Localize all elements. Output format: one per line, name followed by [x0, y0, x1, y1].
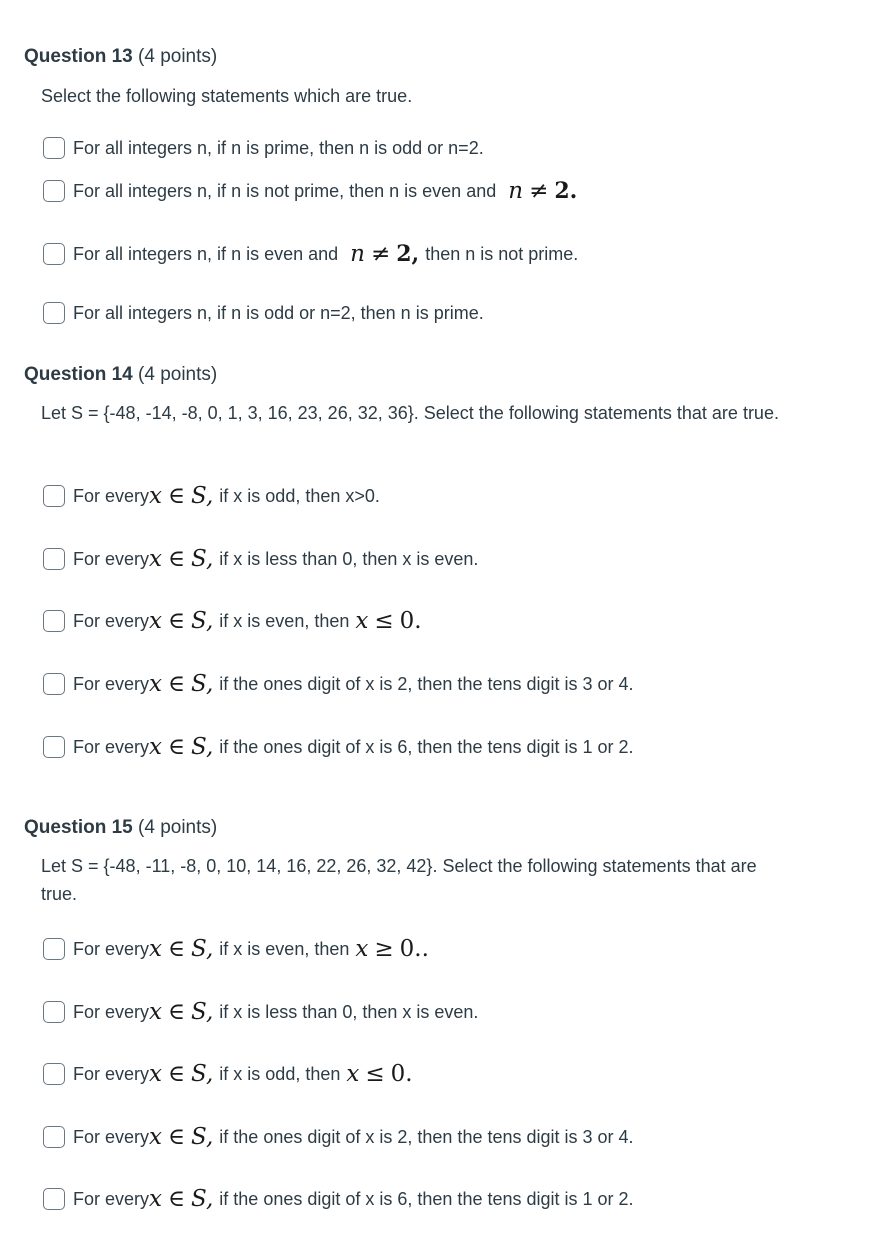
checkbox[interactable]	[43, 736, 65, 758]
option-text-post: if the ones digit of x is 2, then the tens digit is 3 or 4.	[219, 673, 634, 694]
math-set: S,	[191, 999, 214, 1025]
math-relation: ∈	[168, 483, 186, 509]
q13-option-4[interactable]	[43, 300, 484, 326]
option-text-post: then n is not prime.	[425, 243, 579, 264]
math-variable: x	[149, 1124, 163, 1150]
math-relation: ∈	[168, 734, 186, 760]
math-relation: ∈	[168, 1061, 186, 1087]
math-variable: n	[508, 178, 524, 204]
q15-option-4[interactable]	[43, 1124, 634, 1150]
math-set: S,	[191, 546, 214, 572]
option-text: For every	[73, 938, 150, 959]
checkbox[interactable]	[43, 302, 65, 324]
checkbox[interactable]	[43, 137, 65, 159]
question-13-prompt: Select the following statements which are true.	[41, 86, 413, 106]
math-variable: x	[149, 483, 163, 509]
checkbox[interactable]	[43, 180, 65, 202]
math-relation: ≥	[374, 936, 394, 962]
option-text: For every	[73, 1188, 150, 1209]
math-relation: ≠	[529, 178, 549, 204]
question-15-header	[24, 817, 217, 839]
math-relation: ∈	[168, 608, 186, 634]
math-variable: x	[346, 1061, 360, 1087]
math-number: 0..	[399, 936, 429, 962]
checkbox[interactable]	[43, 1188, 65, 1210]
option-text: For all integers n, if n is prime, then n is odd or n=2.	[73, 137, 484, 158]
option-text: For all integers n, if n is odd or n=2, then n is prime.	[73, 302, 484, 323]
option-text: For every	[73, 1126, 150, 1147]
math-set: S,	[191, 608, 214, 634]
math-number: 0.	[399, 608, 422, 634]
math-number: 2.	[554, 178, 578, 204]
option-text-post: if the ones digit of x is 6, then the tens digit is 1 or 2.	[219, 1188, 634, 1209]
math-variable: x	[149, 671, 163, 697]
option-text: For every	[73, 1063, 150, 1084]
checkbox[interactable]	[43, 610, 65, 632]
checkbox[interactable]	[43, 1001, 65, 1023]
q13-option-1[interactable]	[43, 135, 484, 161]
checkbox[interactable]	[43, 673, 65, 695]
math-variable: x	[149, 608, 163, 634]
math-variable: x	[149, 936, 163, 962]
checkbox[interactable]	[43, 938, 65, 960]
q14-option-1[interactable]	[43, 483, 380, 509]
q15-option-3[interactable]	[43, 1061, 413, 1087]
question-14-prompt: Let S = {-48, -14, -8, 0, 1, 3, 16, 23, 26, 32, 36}. Select the following statements that are true.	[41, 403, 779, 423]
option-text-post: if the ones digit of x is 2, then the tens digit is 3 or 4.	[219, 1126, 634, 1147]
q13-option-2[interactable]	[43, 178, 577, 204]
checkbox[interactable]	[43, 1063, 65, 1085]
option-text-post: if x is less than 0, then x is even.	[219, 548, 479, 569]
math-variable: n	[350, 241, 365, 267]
q14-option-2[interactable]	[43, 546, 478, 572]
math-variable: x	[355, 608, 369, 634]
option-text: For every	[73, 485, 150, 506]
option-text: For all integers n, if n is even and	[73, 243, 339, 264]
q14-option-3[interactable]	[43, 608, 422, 634]
question-13-header	[24, 46, 217, 68]
option-text: For every	[73, 610, 150, 631]
checkbox[interactable]	[43, 243, 65, 265]
question-13-title: Question 13	[24, 46, 133, 67]
question-15-points: (4 points)	[138, 817, 218, 838]
checkbox[interactable]	[43, 1126, 65, 1148]
math-relation: ∈	[168, 1124, 186, 1150]
q13-option-3[interactable]	[43, 241, 578, 267]
math-set: S,	[191, 483, 214, 509]
math-relation: ≤	[374, 608, 394, 634]
math-set: S,	[191, 671, 214, 697]
option-text: For every	[73, 736, 150, 757]
q15-option-1[interactable]	[43, 936, 429, 962]
option-text-post: if the ones digit of x is 6, then the tens digit is 1 or 2.	[219, 736, 634, 757]
q15-option-2[interactable]	[43, 999, 478, 1025]
math-variable: x	[149, 1186, 163, 1212]
option-text: For all integers n, if n is not prime, then n is even and	[73, 180, 497, 201]
question-14-title: Question 14	[24, 364, 133, 385]
math-set: S,	[191, 734, 214, 760]
option-text-post: if x is even, then	[219, 938, 350, 959]
math-set: S,	[191, 1061, 214, 1087]
math-relation: ≤	[365, 1061, 385, 1087]
math-relation: ≠	[370, 241, 391, 267]
question-14-header	[24, 364, 217, 386]
math-relation: ∈	[168, 546, 186, 572]
q14-option-4[interactable]	[43, 671, 634, 697]
math-variable: x	[149, 1061, 163, 1087]
question-14-points: (4 points)	[138, 364, 218, 385]
math-relation: ∈	[168, 1186, 186, 1212]
math-variable: x	[149, 546, 163, 572]
option-text: For every	[73, 548, 150, 569]
option-text: For every	[73, 673, 150, 694]
question-13-points: (4 points)	[138, 46, 218, 67]
math-relation: ∈	[168, 999, 186, 1025]
option-text: For every	[73, 1001, 150, 1022]
math-set: S,	[191, 936, 214, 962]
math-relation: ∈	[168, 936, 186, 962]
option-text-post: if x is odd, then x>0.	[219, 485, 380, 506]
checkbox[interactable]	[43, 548, 65, 570]
math-number: 2,	[396, 241, 420, 267]
math-variable: x	[355, 936, 369, 962]
math-variable: x	[149, 999, 163, 1025]
question-15-title: Question 15	[24, 817, 133, 838]
q14-option-5[interactable]	[43, 734, 634, 760]
option-text-post: if x is less than 0, then x is even.	[219, 1001, 479, 1022]
checkbox[interactable]	[43, 485, 65, 507]
option-text-post: if x is odd, then	[219, 1063, 341, 1084]
option-text-post: if x is even, then	[219, 610, 350, 631]
math-number: 0.	[390, 1061, 413, 1087]
q15-option-5[interactable]	[43, 1186, 634, 1212]
math-relation: ∈	[168, 671, 186, 697]
math-set: S,	[191, 1186, 214, 1212]
question-15-prompt: Let S = {-48, -11, -8, 0, 10, 14, 16, 22, 26, 32, 42}. Select the following statements that are true.	[41, 856, 757, 904]
math-variable: x	[149, 734, 163, 760]
math-set: S,	[191, 1124, 214, 1150]
